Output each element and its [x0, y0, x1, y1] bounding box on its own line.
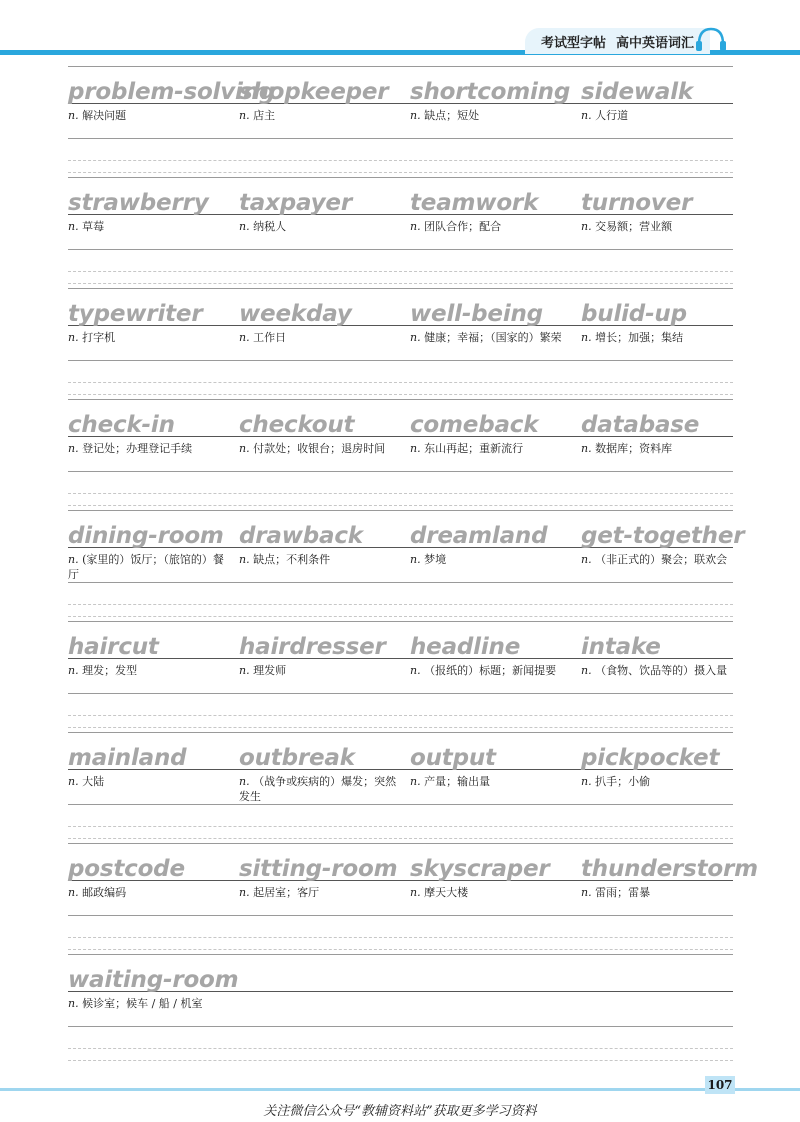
- meaning-text: 扒手；小偷: [595, 775, 651, 788]
- tracing-word: headline: [410, 634, 521, 660]
- header-subject: 高中英语词汇: [615, 35, 694, 51]
- guide-line: [68, 915, 733, 916]
- meaning-text: 起居室；客厅: [253, 886, 320, 899]
- header-series: 考试型字帖: [540, 35, 606, 51]
- meaning-text: 解决问题: [82, 109, 127, 122]
- header-tab: [525, 28, 710, 54]
- guide-line: [68, 66, 733, 67]
- guide-line: [68, 172, 733, 173]
- guide-line: [68, 954, 733, 955]
- vocab-entry: [581, 300, 746, 345]
- part-of-speech: n.: [410, 664, 421, 677]
- tracing-word: dining-room: [68, 523, 224, 549]
- word-row: [68, 177, 733, 288]
- meaning-text: 东山再起；重新流行: [424, 442, 524, 455]
- part-of-speech: n.: [581, 331, 592, 344]
- guide-line: [68, 621, 733, 622]
- word-meaning: [410, 441, 575, 456]
- footer-rule: [0, 1088, 800, 1091]
- word-meaning: [68, 330, 233, 345]
- guide-line: [68, 616, 733, 617]
- tracing-word: strawberry: [68, 190, 209, 216]
- word-meaning: [239, 330, 404, 345]
- word-row: [68, 399, 733, 510]
- guide-line: [68, 604, 733, 605]
- guide-line: [68, 732, 733, 733]
- part-of-speech: n.: [581, 442, 592, 455]
- meaning-text: (家里的）饭厅；（旅馆的）餐厅: [68, 553, 224, 581]
- part-of-speech: n.: [68, 775, 79, 788]
- headphones-icon: [694, 24, 728, 54]
- guide-line: [68, 283, 733, 284]
- tracing-word: waiting-room: [68, 967, 239, 993]
- word-meaning: [581, 108, 746, 123]
- vocab-entry: [410, 189, 575, 234]
- part-of-speech: n.: [410, 220, 421, 233]
- vocab-entry: [239, 300, 404, 345]
- tracing-word: dreamland: [410, 523, 548, 549]
- meaning-text: （非正式的）聚会；联欢会: [595, 553, 728, 566]
- guide-line: [68, 937, 733, 938]
- word-meaning: [239, 219, 404, 234]
- tracing-word: checkout: [239, 412, 355, 438]
- tracing-word: shopkeeper: [239, 79, 389, 105]
- vocab-entry: [410, 522, 575, 567]
- word-meaning: [68, 885, 233, 900]
- tracing-word: database: [581, 412, 700, 438]
- part-of-speech: n.: [581, 109, 592, 122]
- meaning-text: 登记处；办理登记手续: [82, 442, 193, 455]
- tracing-word: turnover: [581, 190, 693, 216]
- word-meaning: [68, 219, 233, 234]
- vocab-entry: [581, 189, 746, 234]
- part-of-speech: n.: [581, 220, 592, 233]
- vocab-entry: [68, 744, 233, 789]
- page-header: [0, 0, 800, 62]
- word-meaning: [239, 663, 404, 678]
- guide-line: [68, 382, 733, 383]
- word-meaning: [239, 774, 404, 804]
- tracing-word: well-being: [410, 301, 543, 327]
- guide-line: [68, 804, 733, 805]
- meaning-text: 大陆: [82, 775, 105, 788]
- word-meaning: [68, 996, 233, 1011]
- vocabulary-sheet: [68, 66, 758, 1065]
- part-of-speech: n.: [410, 109, 421, 122]
- guide-line: [68, 394, 733, 395]
- vocab-entry: [239, 855, 404, 900]
- word-meaning: [410, 663, 575, 678]
- vocab-entry: [239, 78, 404, 123]
- guide-line: [68, 471, 733, 472]
- tracing-word: get-together: [581, 523, 745, 549]
- meaning-text: 打字机: [82, 331, 116, 344]
- guide-line: [68, 177, 733, 178]
- part-of-speech: n.: [239, 664, 250, 677]
- vocab-entry: [410, 78, 575, 123]
- tracing-word: outbreak: [239, 745, 355, 771]
- guide-line: [68, 1048, 733, 1049]
- part-of-speech: n.: [410, 553, 421, 566]
- part-of-speech: n.: [68, 109, 79, 122]
- part-of-speech: n.: [581, 775, 592, 788]
- part-of-speech: n.: [239, 442, 250, 455]
- tracing-word: taxpayer: [239, 190, 352, 216]
- part-of-speech: n.: [68, 442, 79, 455]
- tracing-word: postcode: [68, 856, 185, 882]
- vocab-entry: [239, 744, 404, 804]
- meaning-text: 交易额；营业额: [595, 220, 673, 233]
- part-of-speech: n.: [410, 886, 421, 899]
- vocab-entry: [68, 189, 233, 234]
- tracing-word: output: [410, 745, 496, 771]
- vocab-entry: [239, 411, 404, 456]
- word-meaning: [581, 774, 746, 789]
- guide-line: [68, 949, 733, 950]
- part-of-speech: n.: [239, 775, 250, 788]
- meaning-text: （战争或疾病的）爆发；突然发生: [239, 775, 397, 803]
- part-of-speech: n.: [410, 442, 421, 455]
- meaning-text: 邮政编码: [82, 886, 127, 899]
- tracing-word: haircut: [68, 634, 159, 660]
- word-meaning: [239, 441, 404, 456]
- meaning-text: 草莓: [82, 220, 105, 233]
- meaning-text: 增长；加强；集结: [595, 331, 684, 344]
- word-meaning: [239, 885, 404, 900]
- tracing-word: check-in: [68, 412, 175, 438]
- vocab-entry: [68, 633, 233, 678]
- part-of-speech: n.: [239, 553, 250, 566]
- part-of-speech: n.: [239, 886, 250, 899]
- page-number: 107: [705, 1076, 735, 1094]
- word-meaning: [581, 441, 746, 456]
- word-meaning: [410, 330, 575, 345]
- tracing-word: sitting-room: [239, 856, 398, 882]
- meaning-text: 店主: [253, 109, 276, 122]
- word-meaning: [410, 552, 575, 567]
- meaning-text: 雷雨；雷暴: [595, 886, 651, 899]
- vocab-entry: [239, 633, 404, 678]
- vocab-entry: [239, 522, 404, 567]
- guide-line: [68, 505, 733, 506]
- vocab-entry: [581, 522, 746, 567]
- guide-line: [68, 1060, 733, 1061]
- guide-line: [68, 510, 733, 511]
- word-meaning: [68, 663, 233, 678]
- vocab-entry: [68, 966, 239, 1011]
- tracing-word: bulid-up: [581, 301, 687, 327]
- word-meaning: [68, 441, 233, 456]
- vocab-entry: [239, 189, 404, 234]
- vocab-entry: [68, 855, 233, 900]
- word-meaning: [581, 219, 746, 234]
- meaning-text: 缺点；不利条件: [253, 553, 331, 566]
- guide-line: [68, 727, 733, 728]
- vocab-entry: [410, 744, 575, 789]
- meaning-text: （食物、饮品等的）摄入量: [595, 664, 728, 677]
- part-of-speech: n.: [68, 331, 79, 344]
- part-of-speech: n.: [410, 775, 421, 788]
- tracing-word: hairdresser: [239, 634, 386, 660]
- tracing-word: typewriter: [68, 301, 203, 327]
- guide-line: [68, 493, 733, 494]
- meaning-text: 工作日: [253, 331, 287, 344]
- guide-line: [68, 249, 733, 250]
- word-meaning: [410, 219, 575, 234]
- guide-line: [68, 693, 733, 694]
- word-meaning: [68, 552, 233, 582]
- word-meaning: [410, 108, 575, 123]
- tracing-word: drawback: [239, 523, 363, 549]
- part-of-speech: n.: [581, 664, 592, 677]
- word-row: [68, 621, 733, 732]
- guide-line: [68, 582, 733, 583]
- meaning-text: 缺点；短处: [424, 109, 480, 122]
- part-of-speech: n.: [581, 886, 592, 899]
- tracing-word: mainland: [68, 745, 187, 771]
- vocab-entry: [68, 411, 233, 456]
- meaning-text: （报纸的）标题；新闻提要: [424, 664, 557, 677]
- tracing-word: sidewalk: [581, 79, 693, 105]
- word-row: [68, 732, 733, 843]
- word-meaning: [68, 774, 233, 789]
- meaning-text: 纳税人: [253, 220, 287, 233]
- tracing-word: shortcoming: [410, 79, 571, 105]
- part-of-speech: n.: [68, 664, 79, 677]
- vocab-entry: [581, 855, 758, 900]
- word-meaning: [581, 885, 746, 900]
- guide-line: [68, 838, 733, 839]
- tracing-word: skyscraper: [410, 856, 550, 882]
- vocab-entry: [410, 633, 575, 678]
- meaning-text: 理发；发型: [82, 664, 138, 677]
- word-meaning: [239, 108, 404, 123]
- guide-line: [68, 826, 733, 827]
- word-meaning: [410, 774, 575, 789]
- part-of-speech: n.: [68, 997, 79, 1010]
- word-meaning: [410, 885, 575, 900]
- tracing-word: comeback: [410, 412, 539, 438]
- guide-line: [68, 843, 733, 844]
- tracing-word: teamwork: [410, 190, 539, 216]
- meaning-text: 人行道: [595, 109, 629, 122]
- part-of-speech: n.: [410, 331, 421, 344]
- part-of-speech: n.: [581, 553, 592, 566]
- meaning-text: 摩天大楼: [424, 886, 469, 899]
- guide-line: [68, 138, 733, 139]
- part-of-speech: n.: [239, 331, 250, 344]
- vocab-entry: [581, 633, 746, 678]
- footer-note: 关注微信公众号“教辅资料站”获取更多学习资料: [263, 1104, 537, 1119]
- vocab-entry: [581, 744, 746, 789]
- word-meaning: [68, 108, 233, 123]
- guide-line: [68, 288, 733, 289]
- guide-line: [68, 1026, 733, 1027]
- word-meaning: [581, 330, 746, 345]
- tracing-word: weekday: [239, 301, 352, 327]
- vocab-entry: [410, 300, 575, 345]
- word-row: [68, 843, 758, 954]
- tracing-word: problem-solving: [68, 79, 276, 105]
- guide-line: [68, 399, 733, 400]
- guide-line: [68, 715, 733, 716]
- vocab-entry: [410, 411, 575, 456]
- guide-line: [68, 271, 733, 272]
- meaning-text: 产量；输出量: [424, 775, 491, 788]
- part-of-speech: n.: [68, 220, 79, 233]
- tracing-word: pickpocket: [581, 745, 720, 771]
- meaning-text: 健康；幸福；（国家的）繁荣: [424, 331, 562, 344]
- part-of-speech: n.: [68, 553, 79, 566]
- word-meaning: [239, 552, 404, 567]
- guide-line: [68, 360, 733, 361]
- meaning-text: 候诊室；候车 / 船 / 机室: [82, 997, 203, 1010]
- word-row: [68, 510, 745, 621]
- word-meaning: [581, 663, 746, 678]
- word-row: [68, 66, 733, 177]
- meaning-text: 团队合作；配合: [424, 220, 502, 233]
- vocab-entry: [581, 411, 746, 456]
- part-of-speech: n.: [239, 109, 250, 122]
- part-of-speech: n.: [68, 886, 79, 899]
- tracing-word: thunderstorm: [581, 856, 758, 882]
- meaning-text: 数据库；资料库: [595, 442, 673, 455]
- meaning-text: 付款处；收银台；退房时间: [253, 442, 386, 455]
- part-of-speech: n.: [239, 220, 250, 233]
- tracing-word: intake: [581, 634, 661, 660]
- word-meaning: [581, 552, 746, 567]
- meaning-text: 理发师: [253, 664, 287, 677]
- vocab-entry: [410, 855, 575, 900]
- vocab-entry: [68, 300, 233, 345]
- word-row: [68, 288, 733, 399]
- vocab-entry: [68, 522, 233, 582]
- guide-line: [68, 160, 733, 161]
- meaning-text: 梦境: [424, 553, 447, 566]
- word-row: [68, 954, 733, 1065]
- vocab-entry: [581, 78, 746, 123]
